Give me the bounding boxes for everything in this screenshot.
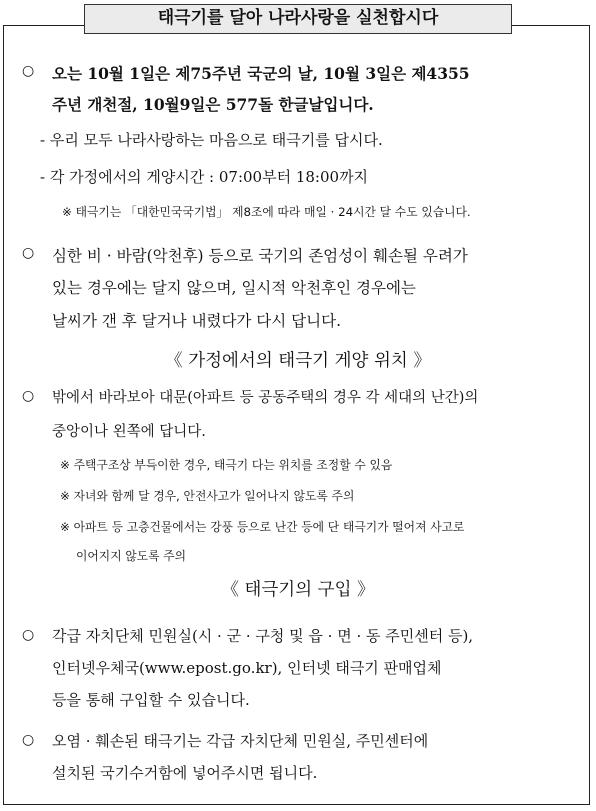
notice-line: 오염 · 훼손된 태극기는 각급 자치단체 민원실, 주민센터에 <box>52 732 429 750</box>
notice-line: 각급 자치단체 민원실(시 · 군 · 구청 및 읍 · 면 · 동 주민센터 등), <box>52 627 474 645</box>
section-heading: 《 가정에서의 태극기 게양 위치 》 <box>165 351 431 371</box>
notice-line: 심한 비 · 바람(악천후) 등으로 국기의 존엄성이 훼손될 우려가 <box>52 247 468 265</box>
note-text: ※ 자녀와 함께 달 경우, 안전사고가 일어나지 않도록 주의 <box>60 489 355 503</box>
note-text: 이어지지 않도록 주의 <box>76 549 187 563</box>
section-heading: 《 태극기의 구입 》 <box>221 580 375 600</box>
notice-line: 있는 경우에는 달지 않으며, 일시적 악천후인 경우에는 <box>52 279 416 297</box>
notice-line: 오는 10월 1일은 제75주년 국군의 날, 10월 3일은 제4355 <box>52 64 470 83</box>
notice-line: 밖에서 바라보아 대문(아파트 등 공동주택의 경우 각 세대의 난간)의 <box>52 390 479 406</box>
bullet-circle-icon: ○ <box>22 245 35 261</box>
dash-item: - 우리 모두 나라사랑하는 마음으로 태극기를 답시다. <box>40 131 383 149</box>
notice-line: 날씨가 갠 후 달거나 내렸다가 다시 답니다. <box>52 312 342 330</box>
page-title: 태극기를 달아 나라사랑을 실천합시다 <box>84 4 512 34</box>
notice-line: 주년 개천절, 10월9일은 577돌 한글날입니다. <box>52 95 374 114</box>
bullet-circle-icon: ○ <box>22 627 35 643</box>
note-text: ※ 주택구조상 부득이한 경우, 태극기 다는 위치를 조정할 수 있음 <box>60 458 393 472</box>
bullet-circle-icon: ○ <box>22 732 35 748</box>
dash-item: - 각 가정에서의 게양시간 : 07:00부터 18:00까지 <box>40 168 369 186</box>
bullet-circle-icon: ○ <box>22 63 35 79</box>
notice-line: 인터넷우체국(www.epost.go.kr), 인터넷 태극기 판매업체 <box>52 659 442 677</box>
notice-line: 중앙이나 왼쪽에 답니다. <box>52 424 206 440</box>
note-text: ※ 태극기는 「대한민국국기법」 제8조에 따라 매일 · 24시간 달 수도 있습니다. <box>62 205 471 219</box>
note-text: ※ 아파트 등 고층건물에서는 강풍 등으로 난간 등에 단 태극기가 떨어져 사고로 <box>60 520 465 534</box>
notice-line: 등을 통해 구입할 수 있습니다. <box>52 691 250 709</box>
notice-line: 설치된 국기수거함에 넣어주시면 됩니다. <box>52 764 318 782</box>
bullet-circle-icon: ○ <box>22 388 35 404</box>
